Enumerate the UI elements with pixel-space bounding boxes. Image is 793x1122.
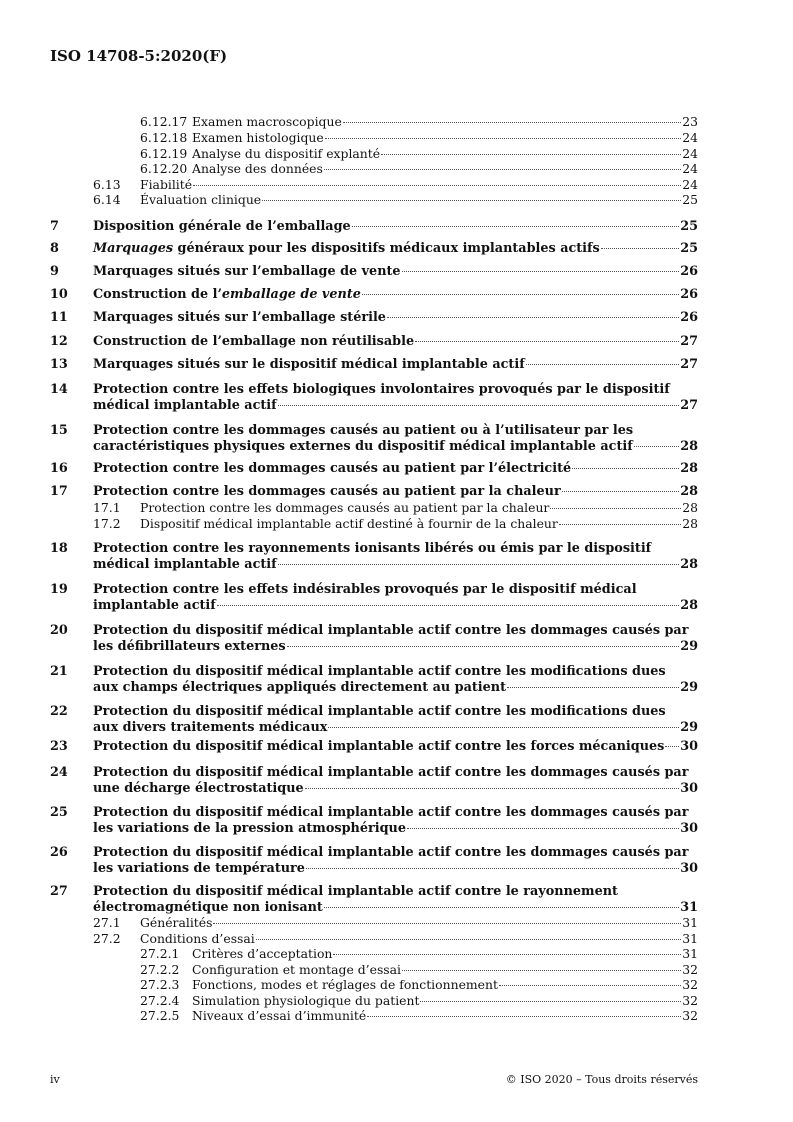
toc-entry-page: 31 bbox=[680, 900, 698, 915]
toc-entry[interactable] bbox=[93, 821, 698, 837]
toc-entry-title: Analyse du dispositif explanté bbox=[192, 146, 381, 161]
toc-entry[interactable] bbox=[50, 241, 698, 257]
toc-dot-leader bbox=[213, 923, 681, 924]
toc-entry-number: 18 bbox=[50, 541, 68, 556]
toc-entry-title-line1: Protection du dispositif médical implantable actif contre les modifications dues bbox=[93, 704, 666, 719]
toc-entry-number: 24 bbox=[50, 765, 68, 780]
toc-dot-leader bbox=[217, 605, 679, 606]
toc-entry-title: Évaluation clinique bbox=[140, 192, 262, 207]
toc-entry[interactable] bbox=[140, 114, 698, 130]
toc-entry-page: 27 bbox=[680, 398, 698, 413]
toc-entry-title: Protection contre les dommages causés au patient par la chaleur bbox=[93, 484, 561, 499]
toc-entry-title: Protection du dispositif médical implantable actif contre les forces mécaniques bbox=[93, 739, 665, 754]
toc-entry-number: 6.12.19 bbox=[140, 146, 188, 161]
toc-entry-title: Marquages situés sur le dispositif médical implantable actif bbox=[93, 357, 525, 372]
toc-entry[interactable] bbox=[140, 1008, 698, 1024]
toc-entry-title bbox=[93, 241, 600, 257]
toc-dot-leader bbox=[256, 939, 681, 940]
toc-dot-leader bbox=[420, 1001, 681, 1002]
toc-entry-title: Protection contre les dommages causés au patient par la chaleur bbox=[140, 500, 550, 515]
toc-entry-title: Marquages situés sur l’emballage stérile bbox=[93, 310, 386, 325]
toc-entry-page: 31 bbox=[682, 931, 698, 946]
toc-dot-leader bbox=[367, 1016, 681, 1017]
toc-dot-leader bbox=[507, 687, 679, 688]
toc-dot-leader bbox=[407, 828, 679, 829]
toc-entry-page: 26 bbox=[680, 287, 698, 302]
toc-entry-number: 17 bbox=[50, 484, 68, 499]
toc-entry-number: 22 bbox=[50, 704, 68, 719]
toc-dot-leader bbox=[324, 907, 679, 908]
toc-dot-leader bbox=[333, 954, 681, 955]
toc-entry[interactable] bbox=[93, 639, 698, 655]
toc-entry-page: 30 bbox=[680, 861, 698, 876]
toc-entry-number: 23 bbox=[50, 739, 68, 754]
toc-entry-number: 17.1 bbox=[93, 500, 121, 515]
toc-entry-number: 6.13 bbox=[93, 177, 121, 192]
toc-entry[interactable] bbox=[50, 219, 698, 235]
toc-entry[interactable] bbox=[50, 334, 698, 350]
toc-dot-leader bbox=[306, 868, 679, 869]
toc-entry-title: médical implantable actif bbox=[93, 557, 277, 572]
toc-entry-number: 21 bbox=[50, 664, 68, 679]
toc-entry-page: 28 bbox=[680, 484, 698, 499]
toc-entry-page: 25 bbox=[680, 241, 698, 256]
toc-entry[interactable] bbox=[50, 357, 698, 373]
copyright-notice: © ISO 2020 – Tous droits réservés bbox=[505, 1073, 698, 1086]
toc-entry[interactable] bbox=[93, 931, 698, 947]
toc-entry-page: 27 bbox=[680, 334, 698, 349]
toc-entry-number: 6.14 bbox=[93, 192, 121, 207]
toc-entry-number: 25 bbox=[50, 805, 68, 820]
toc-entry-number: 6.12.20 bbox=[140, 161, 188, 176]
toc-entry-page: 26 bbox=[680, 264, 698, 279]
toc-entry-number: 11 bbox=[50, 310, 68, 325]
toc-entry-page: 23 bbox=[682, 114, 698, 129]
toc-entry[interactable] bbox=[140, 130, 698, 146]
toc-entry-page: 28 bbox=[680, 461, 698, 476]
toc-entry[interactable] bbox=[140, 977, 698, 993]
toc-entry-number: 27.2.3 bbox=[140, 977, 180, 992]
toc-entry-title: Configuration et montage d’essai bbox=[192, 962, 402, 977]
toc-entry[interactable] bbox=[93, 598, 698, 614]
toc-dot-leader bbox=[665, 746, 679, 747]
toc-dot-leader bbox=[352, 226, 679, 227]
toc-dot-leader bbox=[402, 970, 681, 971]
toc-entry-title: médical implantable actif bbox=[93, 398, 277, 413]
toc-entry-title: Généralités bbox=[140, 915, 213, 930]
toc-entry[interactable] bbox=[93, 915, 698, 931]
toc-entry-number: 19 bbox=[50, 582, 68, 597]
toc-dot-leader bbox=[324, 169, 681, 170]
toc-entry-number: 27.2.4 bbox=[140, 993, 180, 1008]
toc-entry[interactable] bbox=[50, 484, 698, 500]
toc-entry-number: 10 bbox=[50, 287, 68, 302]
toc-entry[interactable] bbox=[93, 900, 698, 916]
toc-entry-page: 30 bbox=[680, 739, 698, 754]
toc-entry-title: les défibrillateurs externes bbox=[93, 639, 286, 654]
toc-entry-title-line1: Protection contre les rayonnements ionisants libérés ou émis par le dispositif bbox=[93, 541, 652, 556]
toc-entry-title: aux champs électriques appliqués directement au patient bbox=[93, 680, 506, 695]
toc-entry-page: 28 bbox=[682, 516, 698, 531]
toc-entry-title: caractéristiques physiques externes du dispositif médical implantable actif bbox=[93, 439, 633, 454]
toc-entry-title-line1: Protection contre les effets indésirables provoqués par le dispositif médical bbox=[93, 582, 637, 597]
toc-entry-number: 27.2 bbox=[93, 931, 121, 946]
toc-entry-title-line1: Protection du dispositif médical implantable actif contre le rayonnement bbox=[93, 884, 618, 899]
toc-entry-page: 31 bbox=[682, 915, 698, 930]
toc-entry-title: Niveaux d’essai d’immunité bbox=[192, 1008, 367, 1023]
toc-entry-title: les variations de température bbox=[93, 861, 305, 876]
toc-dot-leader bbox=[402, 271, 680, 272]
toc-dot-leader bbox=[381, 154, 681, 155]
toc-entry-number: 6.12.17 bbox=[140, 114, 188, 129]
toc-dot-leader bbox=[328, 727, 679, 728]
toc-entry-title: Marquages situés sur l’emballage de vente bbox=[93, 264, 401, 279]
toc-entry-page: 28 bbox=[682, 500, 698, 515]
toc-entry-title-line1: Protection du dispositif médical implantable actif contre les dommages causés par bbox=[93, 765, 689, 780]
toc-entry-title-italic: Marquages bbox=[93, 241, 174, 256]
toc-entry-page: 25 bbox=[682, 192, 698, 207]
toc-entry-number: 27.2.2 bbox=[140, 962, 180, 977]
toc-entry-title-line1: Protection du dispositif médical implantable actif contre les dommages causés par bbox=[93, 845, 689, 860]
toc-dot-leader bbox=[262, 200, 681, 201]
toc-entry-number: 15 bbox=[50, 423, 68, 438]
toc-entry[interactable] bbox=[140, 146, 698, 162]
toc-entry[interactable] bbox=[93, 398, 698, 414]
toc-entry-title: Simulation physiologique du patient bbox=[192, 993, 420, 1008]
toc-entry-number: 27 bbox=[50, 884, 68, 899]
toc-entry-page: 29 bbox=[680, 680, 698, 695]
toc-entry-title: Disposition générale de l’emballage bbox=[93, 219, 351, 234]
toc-entry[interactable] bbox=[140, 161, 698, 177]
toc-entry-number: 20 bbox=[50, 623, 68, 638]
toc-entry-title bbox=[93, 287, 361, 303]
toc-entry[interactable] bbox=[50, 310, 698, 326]
toc-entry-number: 17.2 bbox=[93, 516, 121, 531]
toc-entry[interactable] bbox=[140, 993, 698, 1009]
toc-entry-number: 12 bbox=[50, 334, 68, 349]
toc-entry-number: 14 bbox=[50, 382, 68, 397]
toc-dot-leader bbox=[362, 294, 679, 295]
toc-entry-title: Examen macroscopique bbox=[192, 114, 342, 129]
toc-entry-page: 31 bbox=[682, 946, 698, 961]
toc-entry[interactable] bbox=[50, 461, 698, 477]
toc-entry-page: 28 bbox=[680, 557, 698, 572]
toc-entry-page: 26 bbox=[680, 310, 698, 325]
toc-entry-page: 29 bbox=[680, 639, 698, 654]
toc-entry-title: Protection contre les dommages causés au patient par l’électricité bbox=[93, 461, 572, 476]
toc-entry[interactable] bbox=[93, 516, 698, 532]
toc-entry[interactable] bbox=[93, 720, 698, 736]
toc-entry-number: 9 bbox=[50, 264, 59, 279]
toc-entry[interactable] bbox=[50, 287, 698, 303]
toc-entry-title: électromagnétique non ionisant bbox=[93, 900, 323, 915]
toc-entry-title: Critères d’acceptation bbox=[192, 946, 333, 961]
toc-entry-title-line1: Protection contre les dommages causés au patient ou à l’utilisateur par les bbox=[93, 423, 634, 438]
toc-entry-title-line1: Protection du dispositif médical implantable actif contre les dommages causés par bbox=[93, 623, 689, 638]
document-id-header: ISO 14708-5:2020(F) bbox=[50, 47, 228, 65]
toc-entry[interactable] bbox=[93, 557, 698, 573]
toc-dot-leader bbox=[325, 138, 681, 139]
toc-entry-number: 27.2.5 bbox=[140, 1008, 180, 1023]
toc-entry-title-line1: Protection du dispositif médical implantable actif contre les modifications dues bbox=[93, 664, 666, 679]
toc-entry-page: 29 bbox=[680, 720, 698, 735]
toc-entry-number: 16 bbox=[50, 461, 68, 476]
toc-entry-page: 24 bbox=[682, 130, 698, 145]
toc-entry-page: 32 bbox=[682, 977, 698, 992]
toc-entry[interactable] bbox=[93, 680, 698, 696]
toc-dot-leader bbox=[193, 185, 681, 186]
toc-entry[interactable] bbox=[93, 781, 698, 797]
toc-entry[interactable] bbox=[140, 946, 698, 962]
toc-entry-number: 27.1 bbox=[93, 915, 121, 930]
toc-entry-number: 27.2.1 bbox=[140, 946, 180, 961]
toc-entry-title: Examen histologique bbox=[192, 130, 324, 145]
toc-entry-title: Fiabilité bbox=[140, 177, 193, 192]
toc-dot-leader bbox=[550, 508, 681, 509]
toc-entry-page: 25 bbox=[680, 219, 698, 234]
toc-entry-title-rest: généraux pour les dispositifs médicaux implantables actifs bbox=[173, 241, 600, 256]
toc-entry-page: 32 bbox=[682, 993, 698, 1008]
toc-entry-page: 28 bbox=[680, 598, 698, 613]
toc-entry-page: 28 bbox=[680, 439, 698, 454]
toc-entry-number: 8 bbox=[50, 241, 59, 256]
toc-dot-leader bbox=[601, 248, 679, 249]
toc-entry-title-line1: Protection contre les effets biologiques involontaires provoqués par le dispositif bbox=[93, 382, 670, 397]
toc-entry-page: 24 bbox=[682, 161, 698, 176]
toc-entry[interactable] bbox=[50, 264, 698, 280]
toc-entry[interactable] bbox=[140, 962, 698, 978]
toc-entry-title-line1: Protection du dispositif médical implantable actif contre les dommages causés par bbox=[93, 805, 689, 820]
toc-entry-number: 13 bbox=[50, 357, 68, 372]
toc-entry-page: 24 bbox=[682, 146, 698, 161]
page-number: iv bbox=[50, 1073, 60, 1086]
toc-entry[interactable] bbox=[93, 500, 698, 516]
toc-entry[interactable] bbox=[50, 739, 698, 755]
toc-entry-title-italic: emballage de vente bbox=[221, 287, 361, 302]
toc-entry-title: implantable actif bbox=[93, 598, 216, 613]
toc-dot-leader bbox=[572, 468, 679, 469]
toc-dot-leader bbox=[562, 491, 679, 492]
toc-entry-page: 32 bbox=[682, 1008, 698, 1023]
toc-dot-leader bbox=[278, 564, 680, 565]
toc-entry-number: 26 bbox=[50, 845, 68, 860]
toc-entry-title: Dispositif médical implantable actif destiné à fournir de la chaleur bbox=[140, 516, 558, 531]
toc-entry[interactable] bbox=[93, 192, 698, 208]
toc-dot-leader bbox=[559, 524, 681, 525]
toc-entry-number: 6.12.18 bbox=[140, 130, 188, 145]
toc-dot-leader bbox=[415, 341, 679, 342]
toc-dot-leader bbox=[526, 364, 679, 365]
toc-entry[interactable] bbox=[93, 861, 698, 877]
toc-dot-leader bbox=[634, 446, 679, 447]
toc-entry-title: Analyse des données bbox=[192, 161, 323, 176]
toc-dot-leader bbox=[278, 405, 680, 406]
toc-dot-leader bbox=[387, 317, 679, 318]
toc-entry-page: 30 bbox=[680, 781, 698, 796]
toc-dot-leader bbox=[499, 985, 681, 986]
toc-entry-title: aux divers traitements médicaux bbox=[93, 720, 328, 735]
toc-entry-title-start: Construction de l’ bbox=[93, 287, 222, 302]
toc-entry[interactable] bbox=[93, 439, 698, 455]
toc-entry-title: Fonctions, modes et réglages de fonctionnement bbox=[192, 977, 498, 992]
toc-dot-leader bbox=[343, 122, 681, 123]
toc-entry-page: 24 bbox=[682, 177, 698, 192]
toc-entry-title: les variations de la pression atmosphérique bbox=[93, 821, 406, 836]
toc-entry-title: Conditions d’essai bbox=[140, 931, 255, 946]
toc-entry-page: 32 bbox=[682, 962, 698, 977]
toc-dot-leader bbox=[287, 646, 680, 647]
toc-entry-title: Construction de l’emballage non réutilisable bbox=[93, 334, 415, 349]
toc-entry-number: 7 bbox=[50, 219, 59, 234]
toc-entry-page: 27 bbox=[680, 357, 698, 372]
toc-entry-title: une décharge électrostatique bbox=[93, 781, 304, 796]
toc-entry-page: 30 bbox=[680, 821, 698, 836]
toc-entry[interactable] bbox=[93, 177, 698, 193]
toc-dot-leader bbox=[305, 788, 680, 789]
